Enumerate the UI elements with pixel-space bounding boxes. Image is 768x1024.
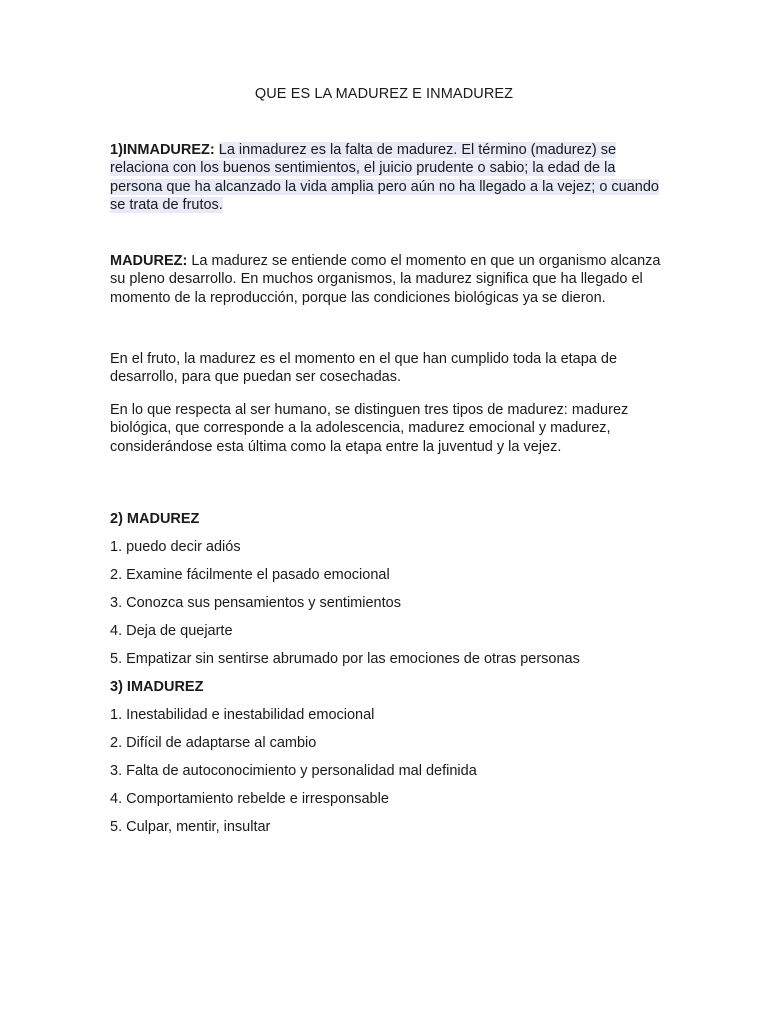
madurez-text: La madurez se entiende como el momento en que un organismo alcanza su pleno desarrollo. En muchos organismos, la madurez significa que ha llegado el momento de la reproducción, porque las condiciones biológicas ya se dieron.: [110, 253, 661, 306]
list-item: 1. Inestabilidad e inestabilidad emocional: [110, 707, 375, 723]
list-item: 5. Culpar, mentir, insultar: [110, 819, 271, 835]
list-item: 5. Empatizar sin sentirse abrumado por las emociones de otras personas: [110, 651, 580, 667]
inmadurez-text: La inmadurez es la falta de madurez. El término (madurez) se relaciona con los buenos sentimientos, el juicio prudente o sabio; la edad de la persona que ha alcanzado la vida amplia pero aún no ha llegado a la vejez; o cuando se trata de frutos.: [110, 142, 659, 214]
inmadurez-paragraph: [110, 141, 670, 215]
fruto-paragraph: En el fruto, la madurez es el momento en el que han cumplido toda la etapa de desarrollo, para que puedan ser cosechadas.: [110, 351, 618, 386]
madurez-paragraph: [110, 252, 670, 307]
section3-heading: 3) IMADUREZ: [110, 679, 204, 695]
list-item: 1. puedo decir adiós: [110, 539, 241, 555]
inmadurez-label: 1)INMADUREZ:: [110, 142, 215, 158]
list-item: 3. Conozca sus pensamientos y sentimientos: [110, 595, 401, 611]
madurez-label: MADUREZ:: [110, 253, 188, 269]
list-item: 2. Examine fácilmente el pasado emocional: [110, 567, 390, 583]
humano-paragraph: En lo que respecta al ser humano, se distinguen tres tipos de madurez: madurez biológica, que corresponde a la adolescencia, madurez emocional y madurez, considerándose esta última como la etapa entre la juventud y la vejez.: [110, 402, 629, 455]
section2-heading: 2) MADUREZ: [110, 511, 200, 527]
list-item: 4. Deja de quejarte: [110, 623, 233, 639]
document-title: QUE ES LA MADUREZ E INMADUREZ: [254, 86, 514, 102]
list-item: 3. Falta de autoconocimiento y personalidad mal definida: [110, 763, 477, 779]
list-item: 4. Comportamiento rebelde e irresponsable: [110, 791, 389, 807]
list-item: 2. Difícil de adaptarse al cambio: [110, 735, 317, 751]
